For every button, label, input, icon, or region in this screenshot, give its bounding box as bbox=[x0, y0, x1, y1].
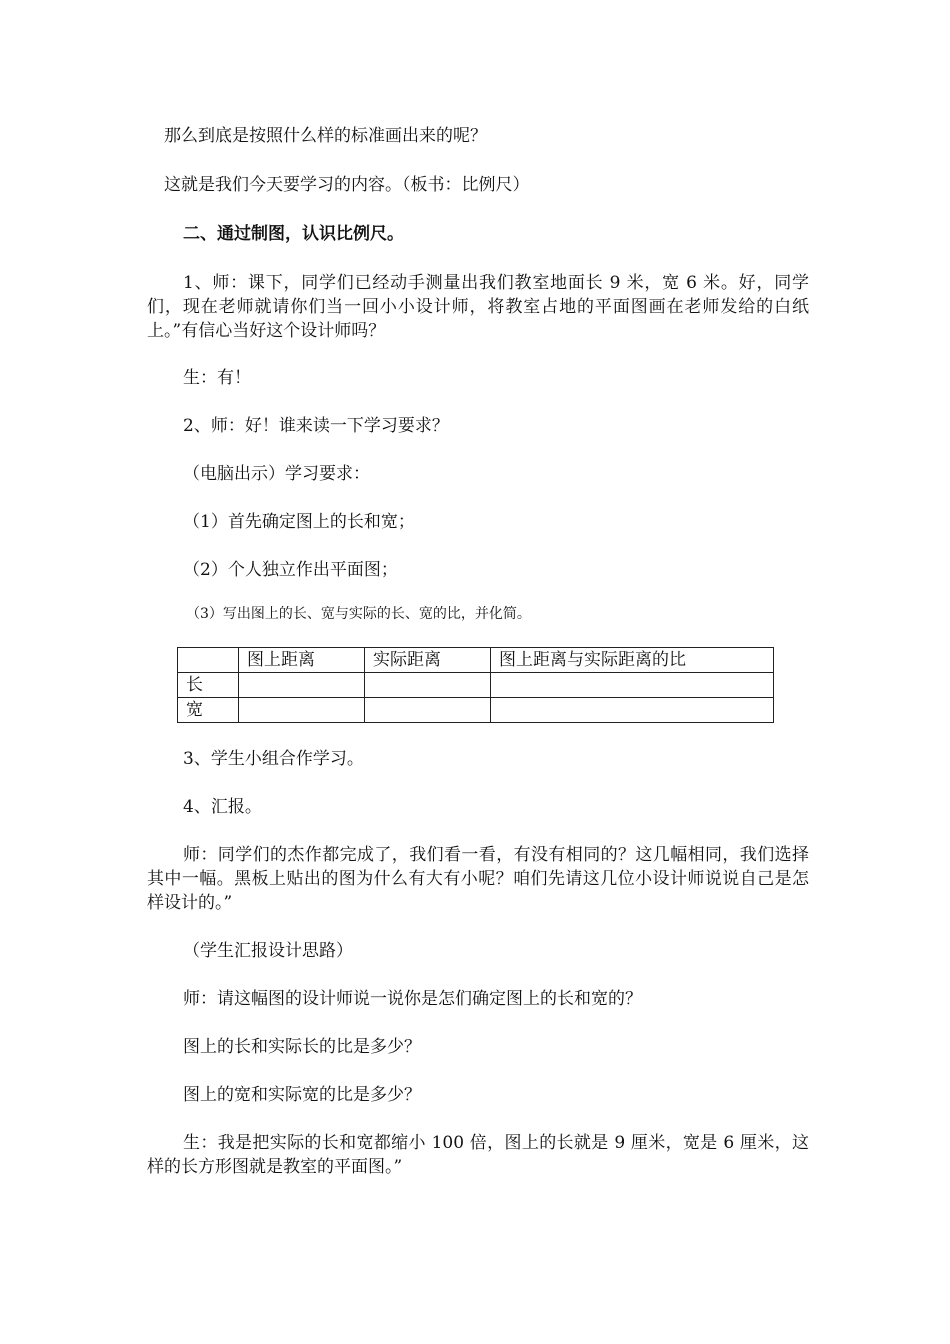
paragraph-report: 4、汇报。 bbox=[183, 797, 262, 817]
table-header-cell: 图上距离与实际距离的比 bbox=[491, 648, 774, 673]
paragraph-length-ratio: 图上的长和实际长的比是多少？ bbox=[183, 1037, 421, 1057]
table-row bbox=[178, 698, 774, 723]
table-header-row bbox=[178, 648, 774, 673]
table-cell bbox=[491, 673, 774, 698]
paragraph-student-answer: 生：有！ bbox=[183, 368, 251, 388]
table-cell bbox=[365, 698, 491, 723]
table-row bbox=[178, 673, 774, 698]
paragraph-group-work: 3、学生小组合作学习。 bbox=[183, 749, 364, 769]
section-heading: 二、通过制图，认识比例尺。 bbox=[183, 224, 404, 244]
ratio-table bbox=[177, 647, 774, 723]
requirement-3: （3）写出图上的长、宽与实际的长、宽的比，并化简。 bbox=[186, 606, 531, 622]
paragraph-teacher-4: 师：请这幅图的设计师说一说你是怎们确定图上的长和宽的？ bbox=[183, 989, 642, 1009]
table-header-cell bbox=[178, 648, 239, 673]
table-cell bbox=[491, 698, 774, 723]
paragraph-teacher-1: 1、师：课下，同学们已经动手测量出我们教室地面长 9 米，宽 6 米。好，同学们，现在老师就请你们当一回小小设计师，将教室占地的平面图画在老师发给的白纸上。”有信心当好这个设计师吗？ bbox=[147, 273, 809, 341]
table-header-cell: 实际距离 bbox=[365, 648, 491, 673]
table-row-label: 宽 bbox=[178, 698, 239, 723]
paragraph-student-answer-2: 生：我是把实际的长和宽都缩小 100 倍，图上的长就是 9 厘米，宽是 6 厘米，这样的长方形图就是教室的平面图。” bbox=[147, 1133, 809, 1177]
table-cell bbox=[365, 673, 491, 698]
paragraph-requirements: （电脑出示）学习要求： bbox=[183, 464, 370, 484]
paragraph-topic: 这就是我们今天要学习的内容。（板书：比例尺） bbox=[164, 175, 530, 195]
requirement-2: （2）个人独立作出平面图； bbox=[183, 560, 398, 580]
paragraph-teacher-2: 2、师：好！谁来读一下学习要求？ bbox=[183, 416, 449, 436]
table-header-cell: 图上距离 bbox=[239, 648, 365, 673]
requirement-1: （1）首先确定图上的长和宽； bbox=[183, 512, 415, 532]
table-row-label: 长 bbox=[178, 673, 239, 698]
paragraph-student-report: （学生汇报设计思路） bbox=[183, 941, 353, 961]
paragraph-teacher-3: 师：同学们的杰作都完成了，我们看一看，有没有相同的？这几幅相同，我们选择其中一幅。黑板上贴出的图为什么有大有小呢？咱们先请这几位小设计师说说自己是怎样设计的。” bbox=[147, 845, 809, 913]
table-cell bbox=[239, 673, 365, 698]
table-cell bbox=[239, 698, 365, 723]
paragraph-width-ratio: 图上的宽和实际宽的比是多少？ bbox=[183, 1085, 421, 1105]
paragraph-question: 那么到底是按照什么样的标准画出来的呢？ bbox=[164, 126, 487, 146]
